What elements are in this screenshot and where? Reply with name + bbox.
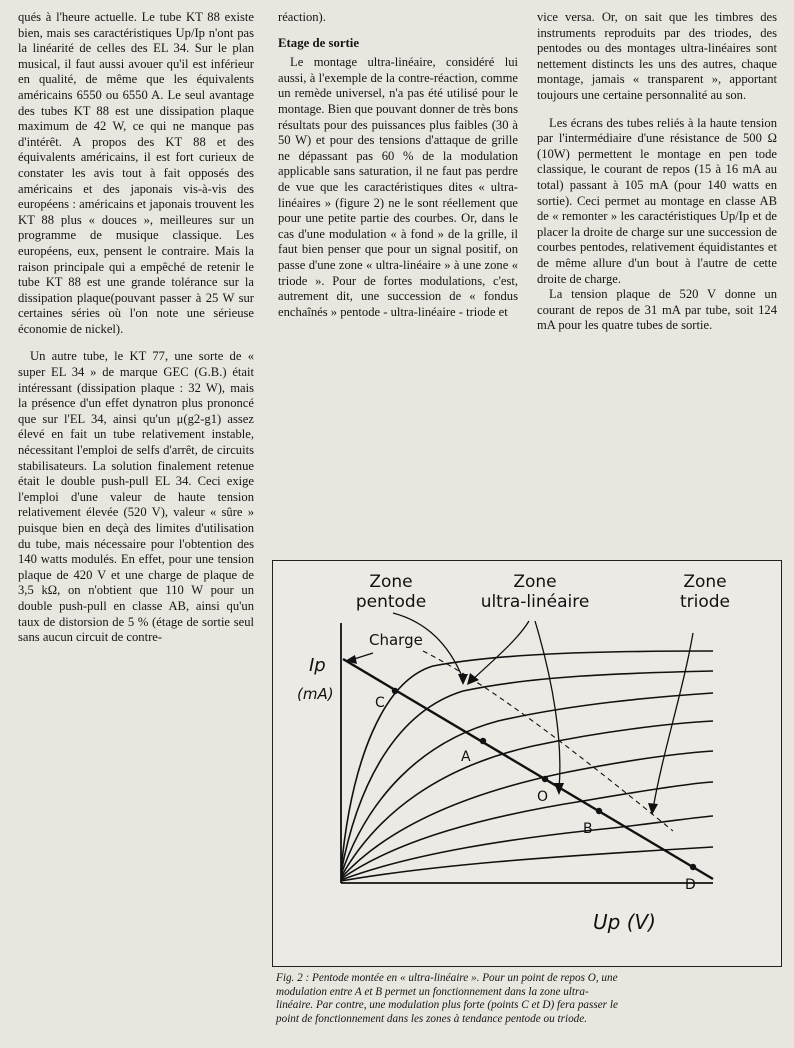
text-column-1 <box>18 10 254 646</box>
load-line <box>343 659 713 879</box>
paragraph: Le montage ultra-linéaire, considéré lui aussi, à l'exemple de la contre-réaction, comme un remède universel, n'a pas été utilisé pour le montage. Bien que pouvant donner de très bons résultats pour des puissances plus faibles (30 à 50 W) et pour des tensions d'attaque de grille ne dépassant pas 60 % de la modulation applicable sans saturation, il ne faut pas perdre de vue que les caractéristiques dites « ultra-linéaires » (figure 2) ne le sont réellement que pour une petite partie des courbes. Or, dans le cas d'une modulation « à fond » de la grille, il faut bien penser que pour un signal positif, on passe d'une zone « ultra-linéaire » à une zone « triode ». Pour de fortes modulations, c'est, autrement dit, une succession de « fondus enchaînés » pentode - ultra-linéaire - triode et <box>278 55 518 319</box>
text-column-3 <box>537 10 777 334</box>
point-o-label: O <box>537 789 549 805</box>
zone-pentode-label-1: Zone <box>369 572 413 592</box>
arrow-ul-1 <box>471 621 529 681</box>
point-d-marker <box>690 864 696 870</box>
paragraph: Les écrans des tubes reliés à la haute tension par l'intermédiaire d'une résistance de 500 Ω (10W) permettent le montage en pen tode classique, le courant de repos (15 à 16 mA au total) passant à 105 mA (pour 140 watts en sortie). Ceci permet au montage en classe AB de « remonter » les caractéristiques Up/Ip et de placer la droite de charge sur une succession de courbes pentodes, relativement équidistantes et de même allure d'un bout à l'autre de cette droite de charge. <box>537 115 777 286</box>
curve-8 <box>341 847 713 881</box>
arrowhead <box>648 803 658 815</box>
point-b-marker <box>596 808 602 814</box>
zone-pentode-label-2: pentode <box>355 592 427 612</box>
x-axis-label: Up (V) <box>593 910 656 934</box>
y-axis-label: Ip <box>309 655 326 676</box>
paragraph: vice versa. Or, on sait que les timbres des instruments reproduits par des triodes, des pentodes ou des montages ultra-linéaires sont nettement distincts les uns des autres, chaque montage, jamais « transparent », apportant toujours une certaine personnalité au son. <box>537 10 777 102</box>
zone-ul-label-2: ultra-linéaire <box>480 592 590 612</box>
figure-2-pentode-curves <box>272 560 782 967</box>
point-a-marker <box>480 738 486 744</box>
zone-triode-label-2: triode <box>679 592 731 612</box>
curve-2 <box>341 671 713 873</box>
curve-6 <box>341 782 713 879</box>
caption-line: linéaire. Par contre, une modulation plus forte (points C et D) fera passer le <box>276 999 618 1012</box>
arrow-ul-2 <box>535 621 560 789</box>
charge-label: Charge <box>369 631 423 649</box>
section-heading: Etage de sortie <box>278 35 360 50</box>
zone-triode-label-1: Zone <box>683 572 727 592</box>
point-d-label: D <box>685 877 696 893</box>
caption-line: modulation entre A et B permet un fonctionnement dans la zone ultra- <box>276 985 589 998</box>
zone-ul-label-1: Zone <box>513 572 557 592</box>
point-c-marker <box>392 688 398 694</box>
point-o-marker <box>542 776 548 782</box>
arrowheads <box>345 655 658 815</box>
caption-line: point de fonctionnement dans les zones à tendance pentode ou triode. <box>276 1012 588 1025</box>
point-b-label: B <box>583 821 593 837</box>
paragraph: La tension plaque de 520 V donne un courant de repos de 31 mA par tube, soit 124 mA pour les quatre tubes de sortie. <box>537 287 777 333</box>
y-axis-unit: (mA) <box>297 685 334 703</box>
arrowhead <box>458 674 468 685</box>
paragraph: qués à l'heure actuelle. Le tube KT 88 existe bien, mais ses caractéristiques Up/Ip n'ont pas la linéarité de celles des EL 34. Sur le plan musical, il faut aussi avouer qu'il est inférieur en qualité, de même que les équivalents américains 6550 ou 6550 A. Le seul avantage des tubes KT 88 est une dissipation plaque maximum de 42 W, ce qui ne manque pas d'intérêt. A propos des KT 88 et des équivalents américains, il est fort curieux de constater les avis tout à fait opposés des américains et des japonais vis-à-vis des européens : américains et japonais trouvent les KT 88 plus « douces », meilleures sur un programme de musique classique. Les européens, eux, pensent le contraire. Mais la raison principale qui a empêché de retenir le tube KT 88 est une grande tolérance sur la dissipation plaque(pouvant passer à 25 W sur certaines séries où l'on note une sérieuse économie de nickel). <box>18 10 254 336</box>
curve-4 <box>341 721 713 877</box>
point-a-label: A <box>461 749 471 765</box>
text-column-2 <box>278 10 518 320</box>
paragraph: Un autre tube, le KT 77, une sorte de « super EL 34 » de marque GEC (G.B.) était intéressant (dissipation plaque : 32 W), mais la présence d'un effet dynatron plus prononcé que sur l'EL 34, ainsi qu'un μ(g2-g1) assez élevé en fait un tube relativement instable, nécessitant l'emploi de selfs d'arrêt, de circuits stabilisateurs. La solution finalement retenue était le double push-pull EL 34. Ceci exige l'emploi d'une valeur de haute tension relativement élevée (520 V), valeur « sûre » puisque bien en deçà des limites d'utilisation du tube, mais nécessaire pour l'obtention des 140 watts modulés. En effet, pour une tension plaque de 420 V et une charge de plaque de 3,5 kΩ, on n'obtient que 110 W pour un double push-pull en classe AB, ainsi qu'un taux de distorsion de 5 % (étage de sortie seul sans aucun circuit de contre- <box>18 349 254 645</box>
curve-7 <box>341 816 713 880</box>
point-c-label: C <box>375 695 385 711</box>
paragraph: réaction). <box>278 10 326 24</box>
caption-line: Fig. 2 : Pentode montée en « ultra-linéaire ». Pour un point de repos O, une <box>276 972 618 984</box>
curves-diagram <box>273 561 781 966</box>
arrow-triode <box>653 633 693 809</box>
figure-caption <box>276 972 776 1026</box>
curve-3 <box>341 693 713 875</box>
